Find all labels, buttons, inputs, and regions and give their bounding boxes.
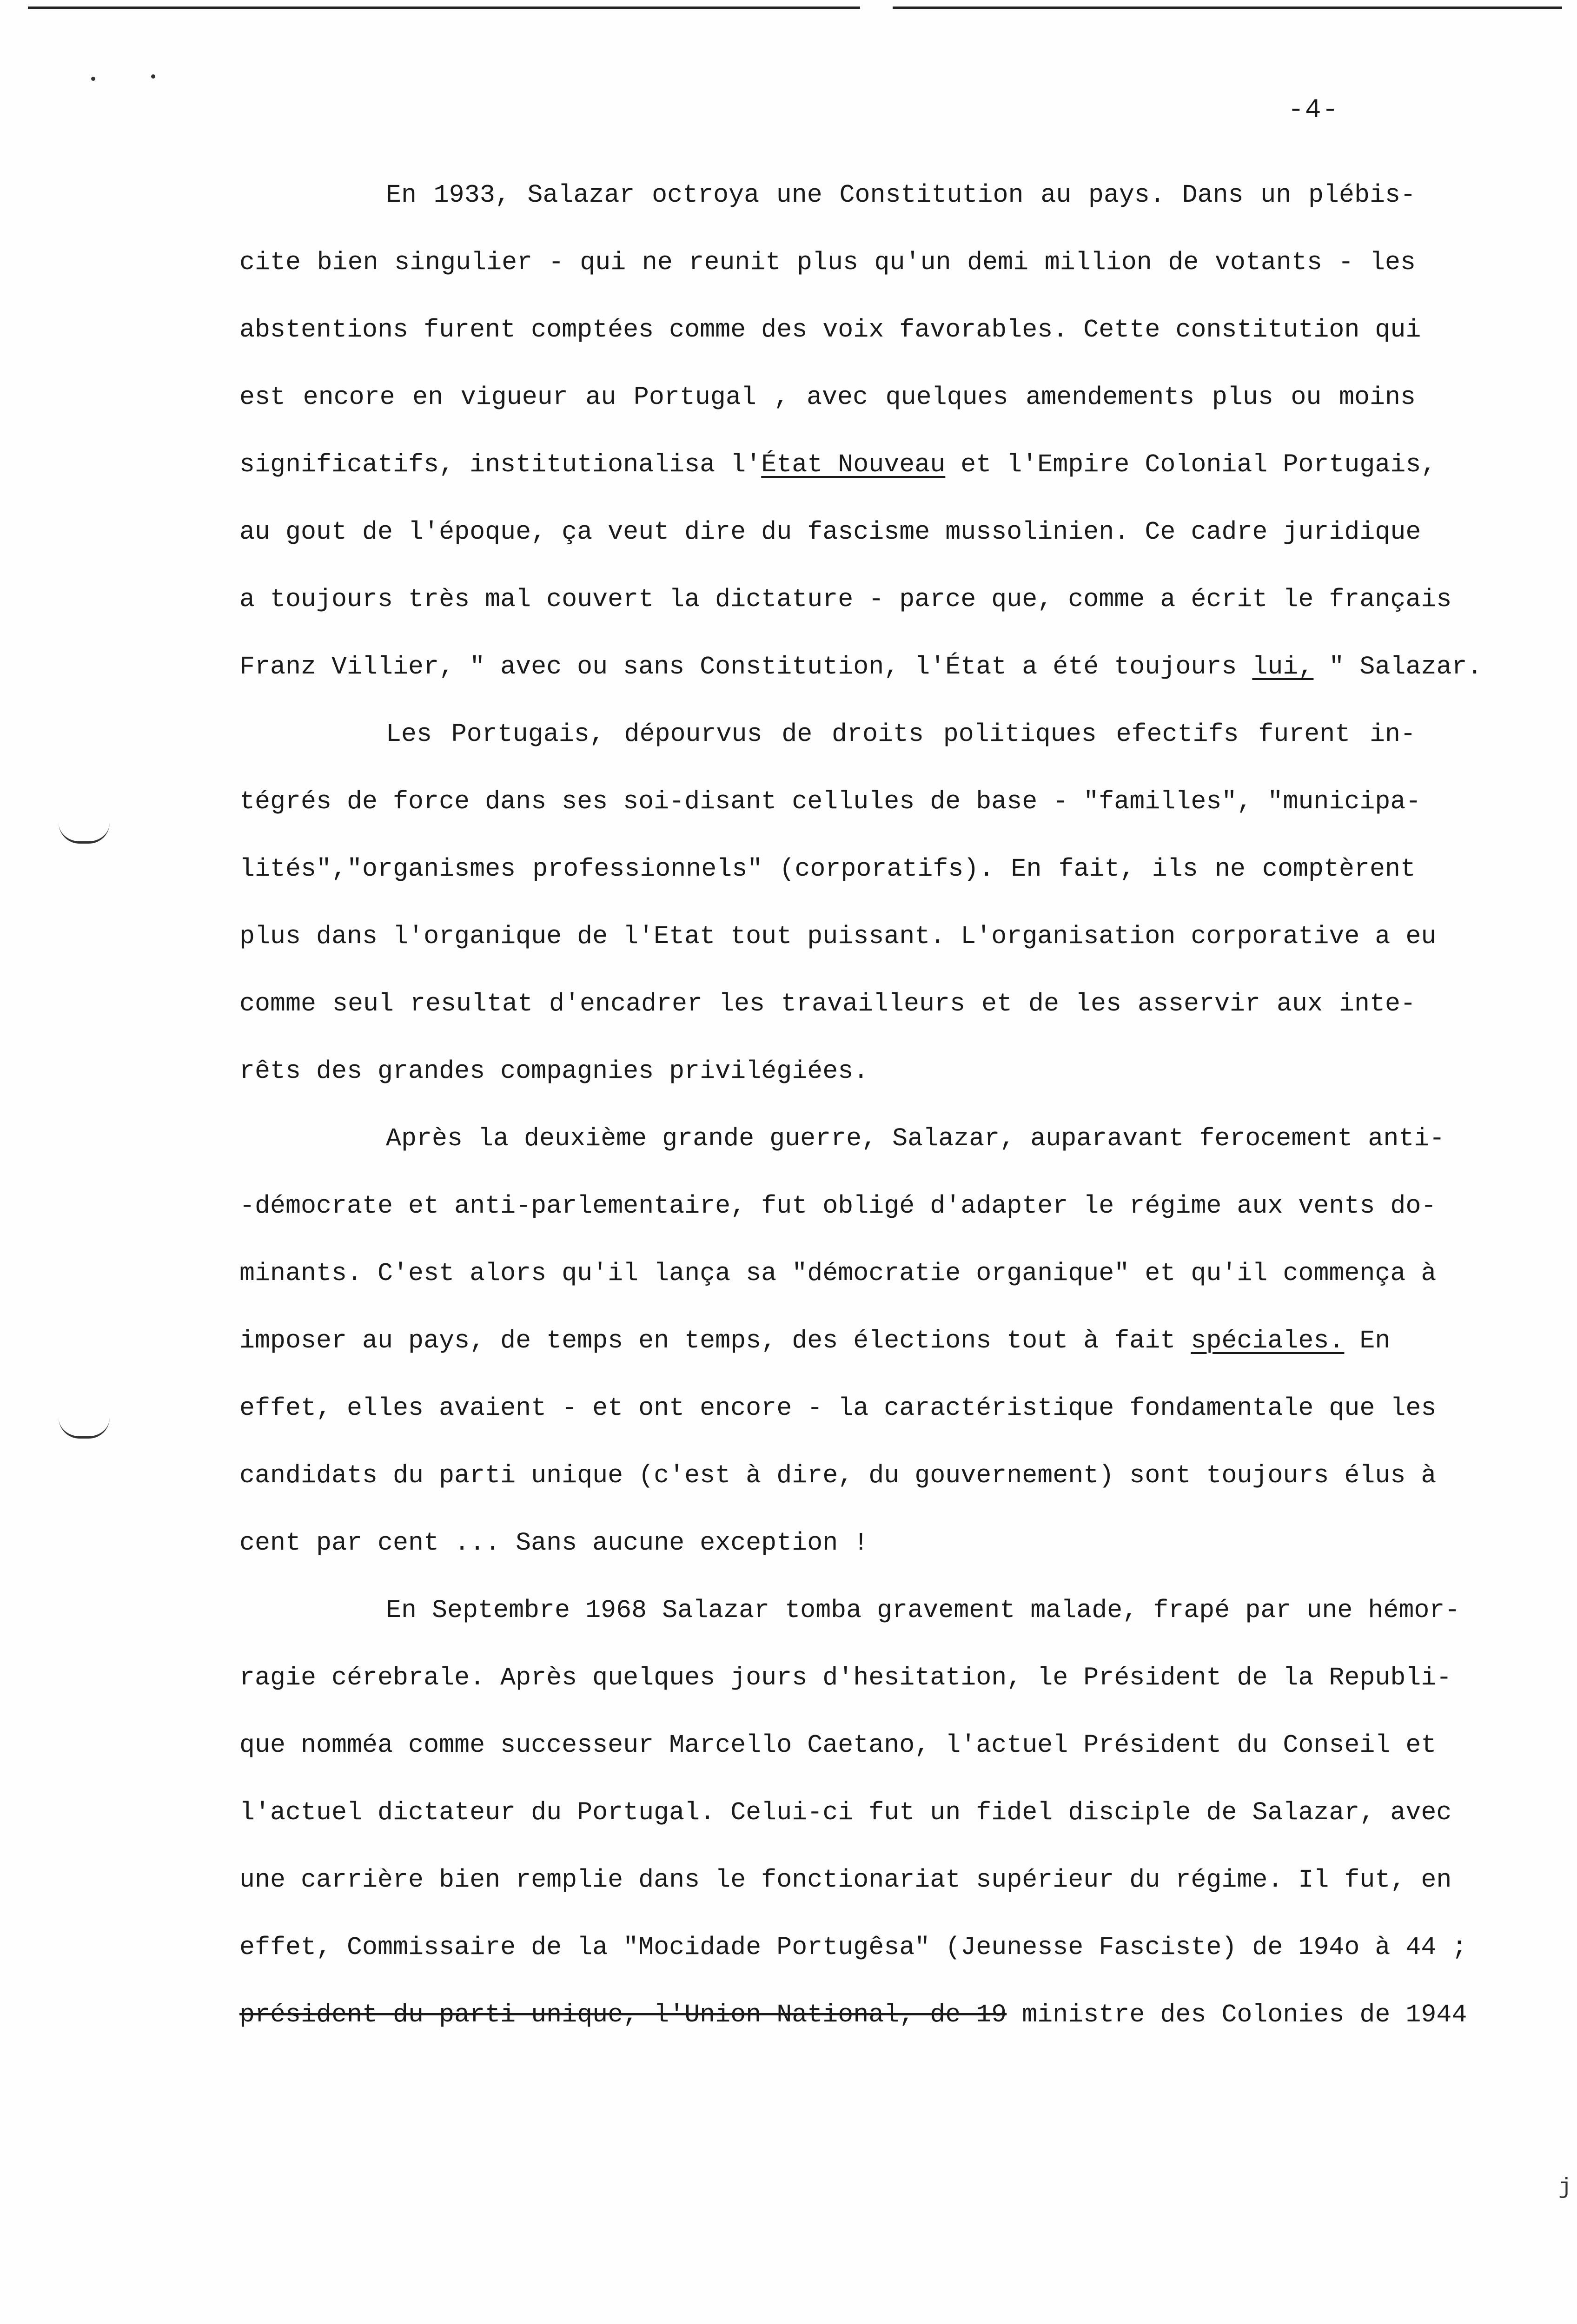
underlined-term: spéciales. — [1191, 1326, 1345, 1355]
page-number: -4- — [1288, 95, 1339, 125]
text-line: Après la deuxième grande guerre, Salazar, auparavant ferocement anti- — [386, 1124, 1445, 1153]
text-fragment: significatifs, institutionalisa l' — [239, 450, 762, 479]
text-line: l'actuel dictateur du Portugal. Celui-ci fut un fidel disciple de Salazar, avec — [239, 1798, 1452, 1827]
stray-mark — [91, 77, 95, 81]
text-line: une carrière bien remplie dans le fonctionariat supérieur du régime. Il fut, en — [239, 1865, 1452, 1895]
text-line: -démocrate et anti-parlementaire, fut obligé d'adapter le régime aux vents do- — [239, 1191, 1437, 1221]
text-line — [239, 1999, 1467, 2031]
text-line: lités","organismes professionnels" (corporatifs). En fait, ils ne comptèrent — [239, 854, 1416, 884]
text-line — [239, 651, 1483, 683]
underlined-term: État Nouveau — [761, 450, 946, 479]
text-line: au gout de l'époque, ça veut dire du fascisme mussolinien. Ce cadre juridique — [239, 517, 1421, 547]
text-line: minants. C'est alors qu'il lança sa "démocratie organique" et qu'il commença à — [239, 1259, 1437, 1288]
text-fragment: imposer au pays, de temps en temps, des élections tout à fait — [239, 1326, 1176, 1355]
text-line: abstentions furent comptées comme des voix favorables. Cette constitution qui — [239, 315, 1421, 344]
underlined-term: lui, — [1252, 652, 1314, 681]
text-line: cite bien singulier - qui ne reunit plus qu'un demi million de votants - les — [239, 248, 1416, 277]
text-line: plus dans l'organique de l'Etat tout puissant. L'organisation corporative a eu — [239, 922, 1437, 951]
text-line — [239, 449, 1437, 481]
text-line: a toujours très mal couvert la dictature - parce que, comme a écrit le français — [239, 585, 1452, 614]
text-line: cent par cent ... Sans aucune exception ! — [239, 1528, 869, 1558]
stray-mark — [151, 74, 155, 79]
text-line: ragie cérebrale. Après quelques jours d'hesitation, le Président de la Republi- — [239, 1663, 1452, 1692]
text-line: En Septembre 1968 Salazar tomba gravement malade, frapé par une hémor- — [386, 1596, 1460, 1625]
top-rule — [28, 7, 860, 9]
text-line: effet, elles avaient - et ont encore - la caractéristique fondamentale que les — [239, 1393, 1437, 1423]
text-line: que nomméa comme successeur Marcello Caetano, l'actuel Président du Conseil et — [239, 1730, 1437, 1760]
edge-mark: j — [1558, 2175, 1572, 2200]
text-line: effet, Commissaire de la "Mocidade Portugêsa" (Jeunesse Fasciste) de 194o à 44 ; — [239, 1933, 1467, 1962]
text-fragment: En — [1344, 1326, 1391, 1355]
struck-text: président du parti unique, l'Union National, de 19 — [239, 2000, 1007, 2029]
text-fragment: Franz Villier, " avec ou sans Constitution, l'État a été toujours — [239, 652, 1237, 681]
top-rule — [893, 7, 1562, 9]
margin-mark — [59, 823, 110, 844]
margin-mark — [59, 1418, 110, 1439]
text-fragment: " Salazar. — [1313, 652, 1483, 681]
text-line: comme seul resultat d'encadrer les travailleurs et de les asservir aux inte- — [239, 989, 1416, 1018]
text-fragment: et l'Empire Colonial Portugais, — [945, 450, 1437, 479]
text-fragment: ministre des Colonies de 1944 — [1007, 2000, 1467, 2029]
text-line: est encore en vigueur au Portugal , avec quelques amendements plus ou moins — [239, 383, 1416, 412]
text-line: rêts des grandes compagnies privilégiées. — [239, 1056, 869, 1086]
text-line: tégrés de force dans ses soi-disant cellules de base - "familles", "municipa- — [239, 787, 1421, 816]
text-line: candidats du parti unique (c'est à dire, du gouvernement) sont toujours élus à — [239, 1461, 1437, 1490]
text-line: Les Portugais, dépourvus de droits politiques efectifs furent in- — [386, 720, 1416, 749]
text-line — [239, 1325, 1416, 1357]
text-line: En 1933, Salazar octroya une Constitution au pays. Dans un plébis- — [386, 180, 1416, 210]
